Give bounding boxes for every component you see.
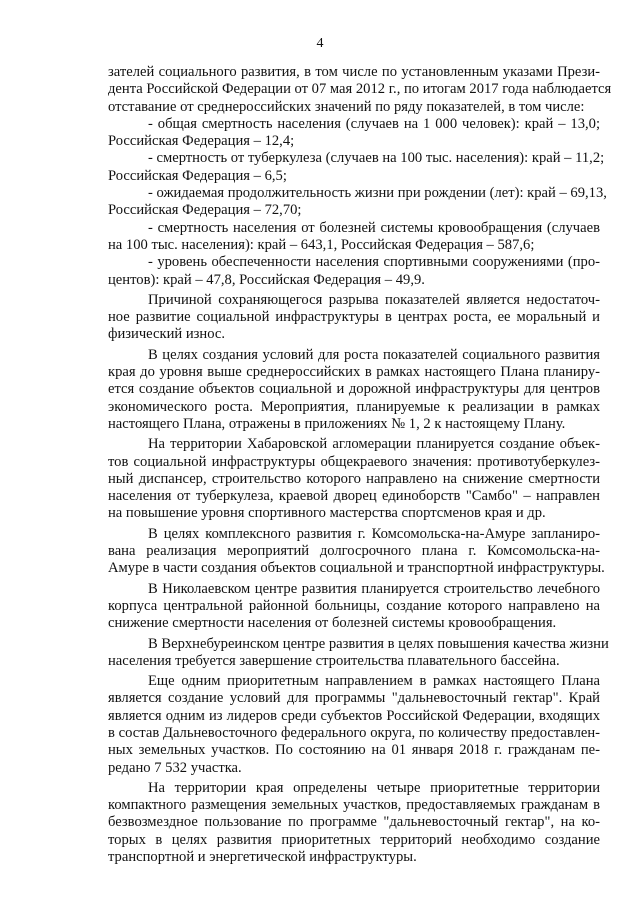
text-line: безвозмездное пользование по программе "дальневосточный гектар", на ко- — [108, 814, 600, 831]
text-line: края до уровня выше среднероссийских в рамках настоящего Плана планиру- — [108, 364, 600, 381]
paragraph — [108, 780, 600, 866]
paragraph — [108, 673, 600, 777]
paragraph — [108, 116, 600, 151]
text-line: на 100 тыс. населения): край – 643,1, Российская Федерация – 587,6; — [108, 236, 535, 253]
text-line: Российская Федерация – 72,70; — [108, 202, 302, 219]
page-number: 4 — [316, 36, 324, 51]
text-line: зателей социального развития, в том числе по установленным указами Прези- — [108, 64, 600, 80]
text-line: На территории Хабаровской агломерации планируется создание объек- — [148, 436, 600, 453]
text-line: - уровень обеспеченности населения спортивными сооружениями (про- — [148, 254, 600, 271]
paragraph — [108, 185, 607, 220]
text-line: - смертность от туберкулеза (случаев на 100 тыс. населения): край – 11,2; — [148, 150, 605, 167]
text-line: дента Российской Федерации от 07 мая 2012 г., по итогам 2017 года наблюдается — [108, 81, 612, 98]
text-line: экономического роста. Мероприятия, планируемые к реализации в рамках — [108, 398, 600, 415]
paragraph — [108, 254, 600, 289]
text-line: центов): край – 47,8, Российская Федерация – 49,9. — [108, 271, 425, 288]
paragraph — [108, 220, 600, 255]
text-line: является одним из лидеров среди субъектов Российской Федерации, входящих — [108, 707, 600, 724]
paragraph — [108, 635, 609, 671]
text-line: В целях создания условий для роста показателей социального развития — [148, 346, 600, 363]
document-body — [108, 64, 612, 866]
text-line: редано 7 532 участка. — [108, 759, 242, 776]
text-line: В Николаевском центре развития планируется строительство лечебного — [148, 580, 600, 597]
text-line: отставание от среднероссийских значений по ряду показателей, в том числе: — [108, 98, 585, 115]
text-line: ется создание объектов социальной и дорожной инфраструктуры для центров — [108, 381, 600, 398]
text-line: снижение смертности населения от болезней системы кровообращения. — [108, 615, 557, 632]
text-line: Российская Федерация – 6,5; — [108, 167, 287, 184]
paragraph — [108, 64, 612, 116]
text-line: тов социальной инфраструктуры общекраевого значения: противотуберкулез- — [108, 453, 600, 470]
text-line: торых в целях развития приоритетных территорий необходимо создание — [108, 831, 600, 848]
text-line: физический износ. — [108, 326, 226, 343]
text-line: Причиной сохраняющегося разрыва показателей является недостаточ- — [148, 291, 600, 308]
text-line: В целях комплексного развития г. Комсомольска-на-Амуре запланиро- — [148, 525, 600, 542]
paragraph — [108, 292, 600, 344]
text-line: в состав Дальневосточного федерального округа, по количеству предоставлен- — [108, 724, 600, 741]
text-line: - ожидаемая продолжительность жизни при рождении (лет): край – 69,13, — [148, 185, 607, 202]
text-line: - смертность населения от болезней системы кровообращения (случаев — [148, 219, 600, 236]
paragraph — [108, 525, 605, 578]
text-line: корпуса центральной районной больницы, создание которого направлено на — [108, 597, 600, 614]
text-line: ное развитие социальной инфраструктуры в центрах роста, ее моральный и — [108, 309, 600, 326]
text-line: Амуре в части создания объектов социальной и транспортной инфраструктуры. — [108, 560, 605, 577]
text-line: является создание условий для программы "дальневосточный гектар". Край — [108, 690, 600, 707]
paragraph — [108, 436, 600, 522]
text-line: В Верхнебуреинском центре развития в целях повышения качества жизни — [148, 635, 609, 652]
paragraph — [108, 150, 605, 185]
paragraph — [108, 347, 600, 433]
text-line: ный диспансер, строительство которого направлено на снижение смертности — [108, 470, 600, 487]
text-line: На территории края определены четыре приоритетные территории — [148, 779, 600, 796]
text-line: настоящего Плана, отражены в приложениях № 1, 2 к настоящему Плану. — [108, 415, 566, 432]
text-line: населения требуется завершение строительства плавательного бассейна. — [108, 652, 560, 669]
text-line: компактного размещения земельных участков, предоставляемых гражданам в — [108, 797, 600, 814]
text-line: - общая смертность населения (случаев на 1 000 человек): край – 13,0; — [148, 115, 600, 132]
text-line: транспортной и энергетической инфраструктуры. — [108, 849, 417, 866]
text-line: ных земельных участков. По состоянию на 01 января 2018 г. гражданам пе- — [108, 742, 600, 759]
text-line: населения от туберкулеза, краевой дворец единоборств "Самбо" – направлен — [108, 488, 600, 505]
text-line: Еще одним приоритетным направлением в рамках настоящего Плана — [148, 673, 600, 690]
text-line: вана реализация мероприятий долгосрочного плана г. Комсомольска-на- — [108, 543, 600, 560]
paragraph — [108, 581, 600, 633]
text-line: Российская Федерация – 12,4; — [108, 133, 295, 150]
text-line: на повышение уровня спортивного мастерства спортсменов края и др. — [108, 505, 546, 522]
